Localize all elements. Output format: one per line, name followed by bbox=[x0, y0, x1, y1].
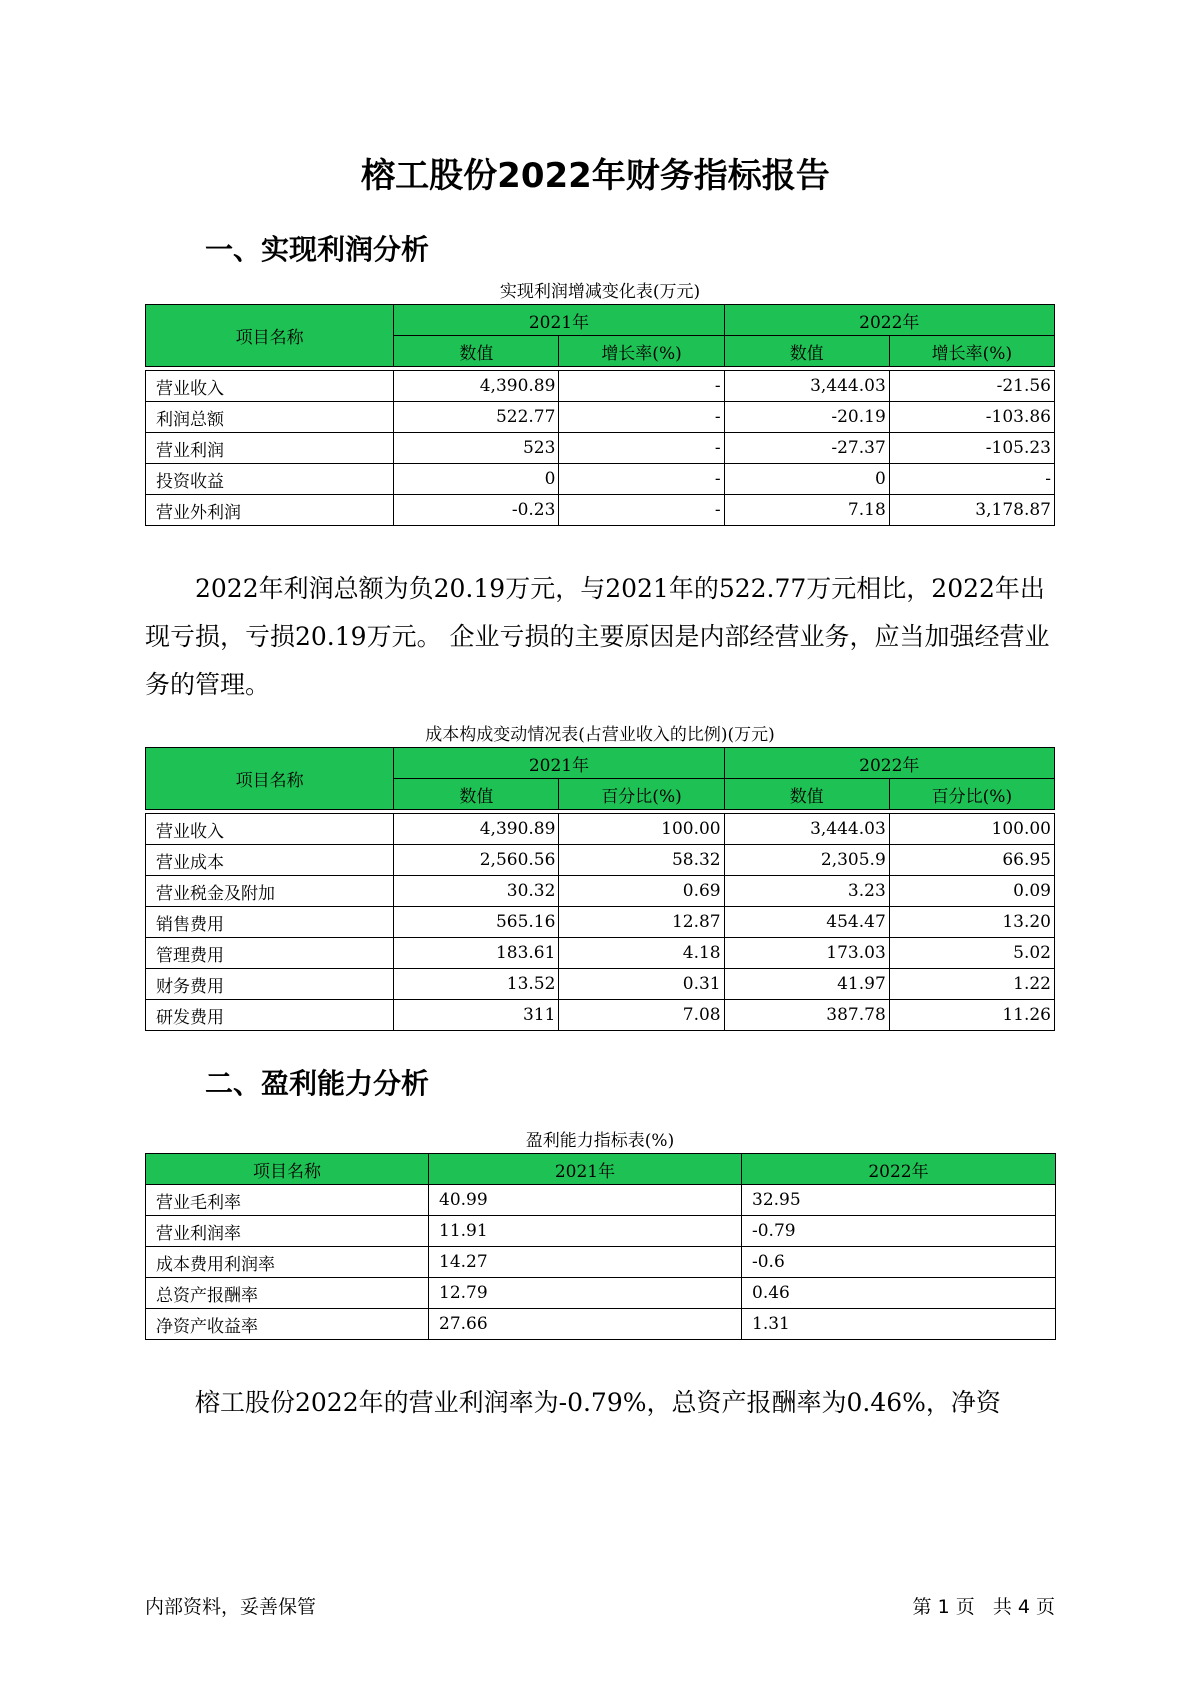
table-cell: -27.37 bbox=[724, 433, 889, 464]
table-cell: 565.16 bbox=[394, 907, 559, 938]
table-row bbox=[146, 371, 1055, 402]
table-cell: 7.08 bbox=[559, 1000, 724, 1031]
row-label: 营业利润率 bbox=[146, 1216, 429, 1247]
table-cell: 12.79 bbox=[429, 1278, 742, 1309]
table-cell: - bbox=[559, 495, 724, 526]
row-label: 营业利润 bbox=[146, 433, 394, 464]
table-cell: 100.00 bbox=[559, 814, 724, 845]
col-header-value-2022: 数值 bbox=[724, 336, 889, 367]
table-row bbox=[146, 1000, 1055, 1031]
table-cell: 14.27 bbox=[429, 1247, 742, 1278]
table-cell: 40.99 bbox=[429, 1185, 742, 1216]
table-cell: 11.91 bbox=[429, 1216, 742, 1247]
table-row bbox=[146, 969, 1055, 1000]
table-cell: 7.18 bbox=[724, 495, 889, 526]
col-header-2021: 2021年 bbox=[429, 1154, 742, 1185]
table-row bbox=[146, 495, 1055, 526]
table-cell: 3,444.03 bbox=[724, 371, 889, 402]
table-cell: 2,305.9 bbox=[724, 845, 889, 876]
table-cell: 58.32 bbox=[559, 845, 724, 876]
row-label: 管理费用 bbox=[146, 938, 394, 969]
table-cell: -103.86 bbox=[889, 402, 1054, 433]
row-label: 营业毛利率 bbox=[146, 1185, 429, 1216]
col-header-2022: 2022年 bbox=[724, 748, 1054, 779]
table-cell: -0.79 bbox=[742, 1216, 1056, 1247]
table-cell: 0.46 bbox=[742, 1278, 1056, 1309]
table-cell: 66.95 bbox=[889, 845, 1054, 876]
table-cell: 183.61 bbox=[394, 938, 559, 969]
col-header-2021: 2021年 bbox=[394, 748, 724, 779]
table-cell: 13.52 bbox=[394, 969, 559, 1000]
col-header-pct-2022: 百分比(%) bbox=[889, 779, 1054, 810]
row-label: 总资产报酬率 bbox=[146, 1278, 429, 1309]
profitability-table bbox=[145, 1153, 1056, 1340]
row-label: 营业收入 bbox=[146, 814, 394, 845]
col-header-name: 项目名称 bbox=[146, 1154, 429, 1185]
col-header-name: 项目名称 bbox=[146, 305, 394, 367]
table-row bbox=[146, 464, 1055, 495]
col-header-growth-2021: 增长率(%) bbox=[559, 336, 724, 367]
table-cell: 454.47 bbox=[724, 907, 889, 938]
table-cell: -0.23 bbox=[394, 495, 559, 526]
table-cell: 387.78 bbox=[724, 1000, 889, 1031]
profit-change-table bbox=[145, 304, 1055, 526]
row-label: 研发费用 bbox=[146, 1000, 394, 1031]
profitability-paragraph: 榕工股份2022年的营业利润率为-0.79%，总资产报酬率为0.46%，净资 bbox=[195, 1388, 1001, 1417]
table-row bbox=[146, 814, 1055, 845]
table-cell: 41.97 bbox=[724, 969, 889, 1000]
row-label: 销售费用 bbox=[146, 907, 394, 938]
table-row bbox=[146, 907, 1055, 938]
col-header-pct-2021: 百分比(%) bbox=[559, 779, 724, 810]
col-header-2021: 2021年 bbox=[394, 305, 724, 336]
table-row bbox=[146, 845, 1055, 876]
row-label: 营业成本 bbox=[146, 845, 394, 876]
col-header-name: 项目名称 bbox=[146, 748, 394, 810]
table-cell: 1.31 bbox=[742, 1309, 1056, 1340]
table-cell: - bbox=[559, 464, 724, 495]
table1-body bbox=[146, 371, 1055, 526]
table-row bbox=[146, 1216, 1056, 1247]
table-row bbox=[146, 1185, 1056, 1216]
table-cell: -105.23 bbox=[889, 433, 1054, 464]
row-label: 投资收益 bbox=[146, 464, 394, 495]
row-label: 利润总额 bbox=[146, 402, 394, 433]
table-cell: 0.31 bbox=[559, 969, 724, 1000]
table-cell: 0 bbox=[724, 464, 889, 495]
document-title: 榕工股份2022年财务指标报告 bbox=[361, 156, 830, 196]
section-heading-profit: 一、实现利润分析 bbox=[205, 233, 430, 266]
table-cell: - bbox=[559, 371, 724, 402]
table-cell: 2,560.56 bbox=[394, 845, 559, 876]
table-row bbox=[146, 433, 1055, 464]
table-cell: -20.19 bbox=[724, 402, 889, 433]
col-header-value-2022: 数值 bbox=[724, 779, 889, 810]
table-cell: 12.87 bbox=[559, 907, 724, 938]
table-cell: -0.6 bbox=[742, 1247, 1056, 1278]
table-cell: 3,178.87 bbox=[889, 495, 1054, 526]
table-cell: 27.66 bbox=[429, 1309, 742, 1340]
table-cell: - bbox=[559, 402, 724, 433]
table-cell: 100.00 bbox=[889, 814, 1054, 845]
footer-confidential: 内部资料，妥善保管 bbox=[145, 1596, 317, 1618]
table-cell: 32.95 bbox=[742, 1185, 1056, 1216]
table-cell: 3,444.03 bbox=[724, 814, 889, 845]
table-cell: 311 bbox=[394, 1000, 559, 1031]
table-cell: 0.69 bbox=[559, 876, 724, 907]
row-label: 营业外利润 bbox=[146, 495, 394, 526]
table1-caption: 实现利润增减变化表(万元) bbox=[499, 282, 701, 302]
table-cell: 30.32 bbox=[394, 876, 559, 907]
table-row bbox=[146, 1247, 1056, 1278]
profit-analysis-paragraph: 2022年利润总额为负20.19万元，与2021年的522.77万元相比，2022年出现亏损，亏损20.19万元。 企业亏损的主要原因是内部经营业务，应当加强经营业务的管理。 bbox=[145, 574, 1050, 699]
table-cell: 173.03 bbox=[724, 938, 889, 969]
table-cell: 0.09 bbox=[889, 876, 1054, 907]
table-cell: 5.02 bbox=[889, 938, 1054, 969]
table-cell: 3.23 bbox=[724, 876, 889, 907]
table-cell: 1.22 bbox=[889, 969, 1054, 1000]
table-row bbox=[146, 1309, 1056, 1340]
table-cell: - bbox=[889, 464, 1054, 495]
table-cell: 4.18 bbox=[559, 938, 724, 969]
col-header-growth-2022: 增长率(%) bbox=[889, 336, 1054, 367]
row-label: 成本费用利润率 bbox=[146, 1247, 429, 1278]
row-label: 营业税金及附加 bbox=[146, 876, 394, 907]
table-row bbox=[146, 876, 1055, 907]
table3-caption: 盈利能力指标表(%) bbox=[525, 1131, 675, 1151]
table-cell: 11.26 bbox=[889, 1000, 1054, 1031]
table-cell: 13.20 bbox=[889, 907, 1054, 938]
table-cell: 522.77 bbox=[394, 402, 559, 433]
table-row bbox=[146, 938, 1055, 969]
section-heading-profitability: 二、盈利能力分析 bbox=[205, 1067, 430, 1100]
cost-structure-table bbox=[145, 747, 1055, 1031]
table-row bbox=[146, 1278, 1056, 1309]
table-cell: 4,390.89 bbox=[394, 814, 559, 845]
row-label: 财务费用 bbox=[146, 969, 394, 1000]
table3-body bbox=[146, 1185, 1056, 1340]
table2-caption: 成本构成变动情况表(占营业收入的比例)(万元) bbox=[425, 725, 775, 745]
table-cell: 523 bbox=[394, 433, 559, 464]
col-header-value-2021: 数值 bbox=[394, 779, 559, 810]
footer-page-number: 第 1 页 共 4 页 bbox=[912, 1596, 1055, 1618]
table-cell: 4,390.89 bbox=[394, 371, 559, 402]
table-cell: 0 bbox=[394, 464, 559, 495]
table-cell: - bbox=[559, 433, 724, 464]
table-row bbox=[146, 402, 1055, 433]
table-cell: -21.56 bbox=[889, 371, 1054, 402]
table2-body bbox=[146, 814, 1055, 1031]
row-label: 净资产收益率 bbox=[146, 1309, 429, 1340]
col-header-2022: 2022年 bbox=[742, 1154, 1056, 1185]
col-header-2022: 2022年 bbox=[724, 305, 1054, 336]
row-label: 营业收入 bbox=[146, 371, 394, 402]
col-header-value-2021: 数值 bbox=[394, 336, 559, 367]
